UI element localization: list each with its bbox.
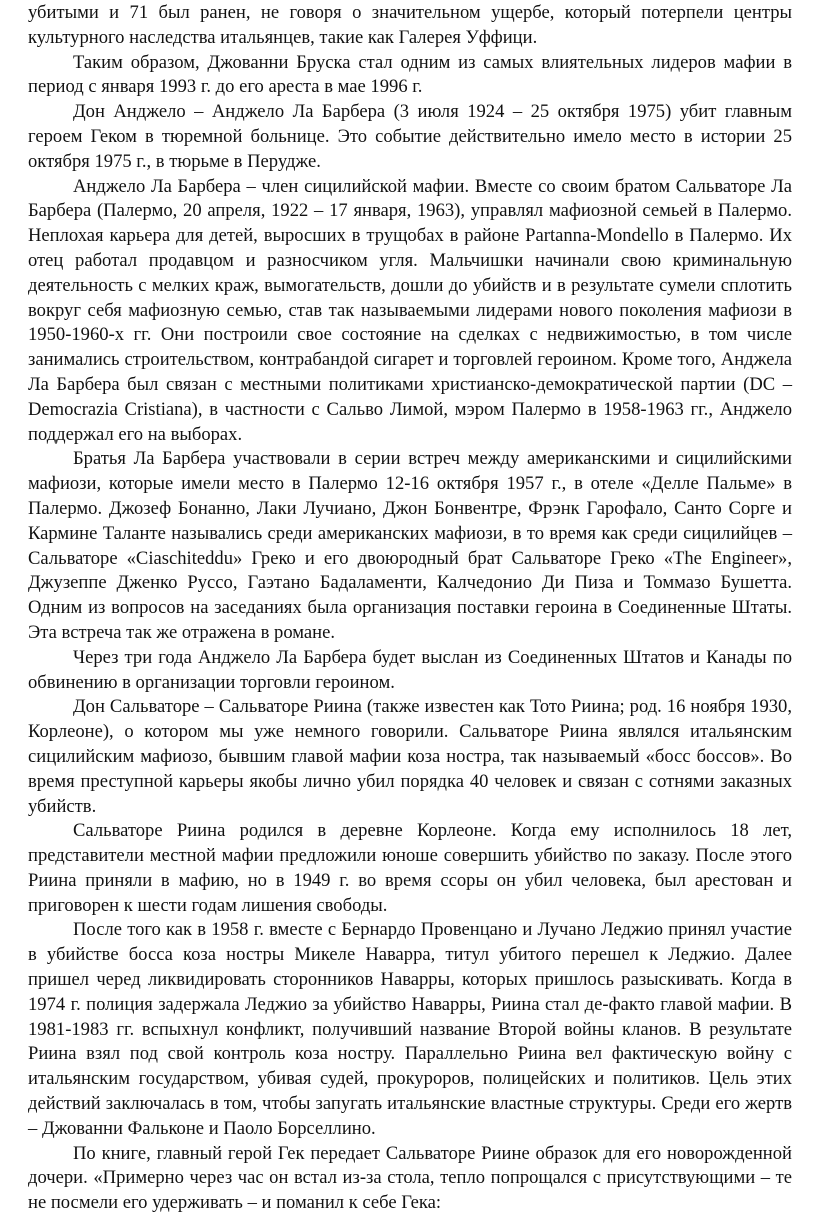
paragraph-continuation: убитыми и 71 был ранен, не говоря о значительном ущербе, который потерпели центры культурного наследства итальянцев, такие как Галерея Уффици. [28,2,792,48]
paragraph-book-quote: По книге, главный герой Гек передает Сальваторе Риине образок для его новорожденной дочери. «Примерно через час он встал из-за стола, тепло попрощался с присутствующими – те не посмели его удерживать – и поманил к себе Гека: [28,1142,792,1214]
paragraph-riina-early: Сальваторе Риина родился в деревне Корлеоне. Когда ему исполнилось 18 лет, представители местной мафии предложили юноше совершить убийство по заказу. После этого Риина приняли в мафию, но в 1949 г. во время ссоры он убил человека, был арестован и приговорен к шести годам лишения свободы. [28,820,792,916]
document-page [28,0,792,1216]
paragraph-don-angelo: Дон Анджело – Анджело Ла Барбера (3 июля 1924 – 25 октября 1975) убит главным героем Геком в тюремной больнице. Это событие действительно имело место в истории 25 октября 1975 г., в тюрьме в Перудже. [28,101,792,172]
paragraph-la-barbera-bio: Анджело Ла Барбера – член сицилийской мафии. Вместе со своим братом Сальваторе Ла Барбера (Палермо, 20 апреля, 1922 – 17 января, 1963), управлял мафиозной семьей в Палермо. Неплохая карьера для детей, выросших в трущобах в районе Partanna-Mondello в Палермо. Их отец работал продавцом и разносчиком угля. Мальчишки начинали свою криминальную деятельность с мелких краж, вымогательств, дошли до убийств и в результате сумели сплотить вокруг себя мафиозную семью, став так называемыми лидерами нового поколения мафиози в 1950-1960-х гг. Они построили свое состояние на сделках с недвижимостью, в том числе занимались строительством, контрабандой сигарет и торговлей героином. Кроме того, Анджела Ла Барбера был связан с местными политиками христианско-демократической партии (DC – Democrazia Cristiana), в частности с Сальво Лимой, мэром Палермо в 1958-1963 гг., Анджело поддержал его на выборах. [28,175,792,445]
paragraph-brusca: Таким образом, Джованни Бруска стал одним из самых влиятельных лидеров мафии в период с января 1993 г. до его ареста в мае 1996 г. [28,51,792,98]
paragraph-deportation: Через три года Анджело Ла Барбера будет выслан из Соединенных Штатов и Канады по обвинению в организации торговли героином. [28,646,792,693]
paragraph-riina-rise: После того как в 1958 г. вместе с Бернардо Провенцано и Лучано Леджио принял участие в убийстве босса коза ностры Микеле Наварра, титул убитого перешел к Леджио. Далее пришел черед ликвидировать сторонников Наварры, которых пришлось разыскивать. Когда в 1974 г. полиция задержала Леджио за убийство Наварры, Риина стал де-факто главой мафии. В 1981-1983 гг. вспыхнул конфликт, получивший название Второй войны кланов. В результате Риина взял под свой контроль коза ностру. Параллельно Риина вел фактическую войну с итальянским государством, убивая судей, прокуроров, полицейских и политиков. Цель этих действий заключалась в том, чтобы запугать итальянские властные структуры. Среди его жертв – Джованни Фальконе и Паоло Борселлино. [28,919,792,1139]
paragraph-palermo-meeting: Братья Ла Барбера участвовали в серии встреч между американскими и сицилийскими мафиози, которые имели место в Палермо 12-16 октября 1957 г., в отеле «Делле Пальме» в Палермо. Джозеф Бонанно, Лаки Лучиано, Джон Бонвентре, Фрэнк Гарофало, Санто Сорге и Кармине Таланте назывались среди американских мафиози, в то время как среди сицилийцев – Сальваторе «Ciaschiteddu» Греко и его двоюродный брат Сальваторе Греко «The Engineer», Джузеппе Дженко Руссо, Гаэтано Бадаламенти, Калчедонио Ди Пиза и Томмазо Бушетта. Одним из вопросов на заседаниях была организация поставки героина в Соединенные Штаты. Эта встреча так же отражена в романе. [28,448,792,643]
paragraph-don-salvatore: Дон Сальваторе – Сальваторе Риина (также известен как Тото Риина; род. 16 ноября 1930, Корлеоне), о котором мы уже немного говорили. Сальваторе Риина являлся итальянским сицилийским мафиозо, бывшим главой мафии коза ностра, так называемый «босс боссов». Во время преступной карьеры якобы лично убил порядка 40 человек и связан с сотнями заказных убийств. [28,696,792,817]
